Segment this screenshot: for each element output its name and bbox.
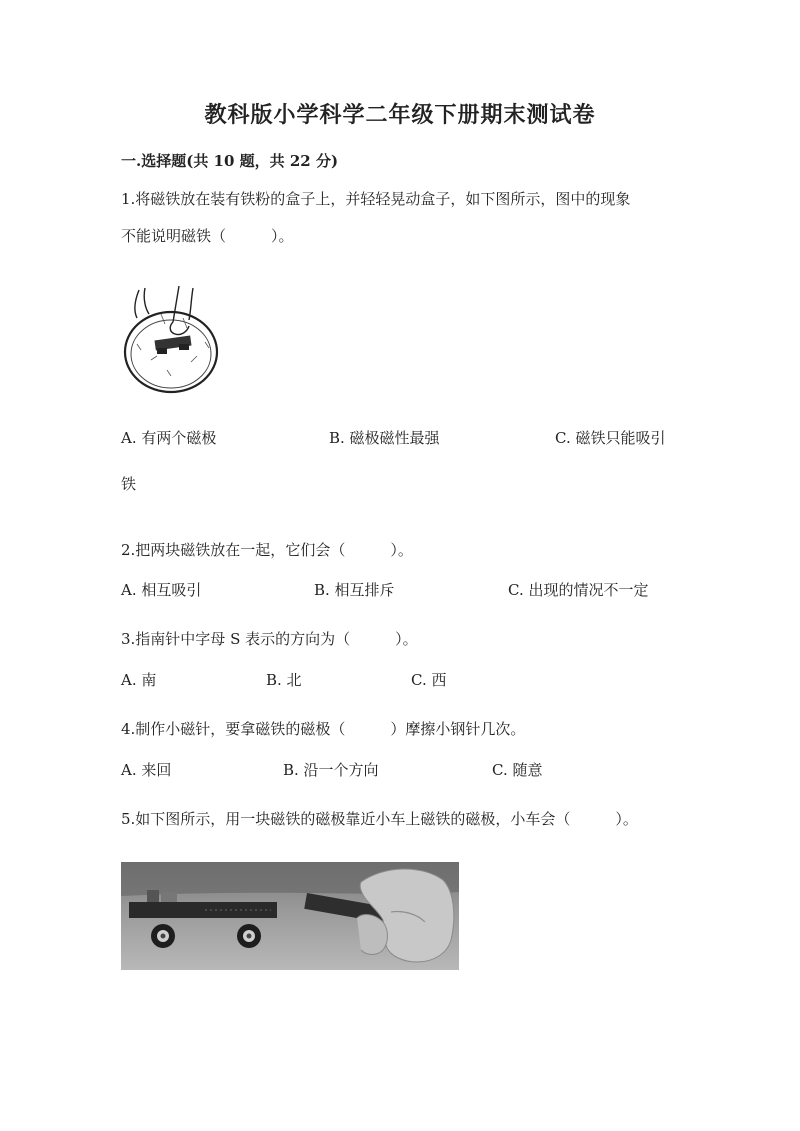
question-2-option-a: A. 相互吸引 xyxy=(121,581,202,599)
iron-filings-box-figure xyxy=(121,284,225,396)
question-3-option-b: B. 北 xyxy=(266,671,302,689)
question-2-option-c: C. 出现的情况不一定 xyxy=(508,581,649,599)
question-1-option-a: A. 有两个磁极 xyxy=(121,429,217,447)
question-2-option-b: B. 相互排斥 xyxy=(314,581,395,599)
question-1-line-1: 1.将磁铁放在装有铁粉的盒子上，并轻轻晃动盒子，如下图所示，图中的现象 xyxy=(121,190,631,208)
question-1-option-c-continued: 铁 xyxy=(121,475,137,493)
question-4-line-1: 4.制作小磁针，要拿磁铁的磁极（ ）摩擦小钢针几次。 xyxy=(121,720,526,738)
question-1-option-c: C. 磁铁只能吸引 xyxy=(555,429,666,447)
question-4-option-a: A. 来回 xyxy=(121,761,172,779)
question-4-option-b: B. 沿一个方向 xyxy=(283,761,379,779)
question-4-option-c: C. 随意 xyxy=(492,761,543,779)
page-title: 教科版小学科学二年级下册期末测试卷 xyxy=(204,102,596,128)
question-2-line-1: 2.把两块磁铁放在一起，它们会（ ）。 xyxy=(121,541,413,559)
question-1-line-2: 不能说明磁铁（ ）。 xyxy=(121,227,294,245)
section-heading: 一.选择题(共 10 题，共 22 分) xyxy=(121,152,339,170)
question-3-option-a: A. 南 xyxy=(121,671,157,689)
magnet-car-photo xyxy=(121,862,459,970)
question-5-line-1: 5.如下图所示，用一块磁铁的磁极靠近小车上磁铁的磁极，小车会（ ）。 xyxy=(121,810,638,828)
question-1-option-b: B. 磁极磁性最强 xyxy=(329,429,440,447)
question-3-option-c: C. 西 xyxy=(411,671,447,689)
question-3-line-1: 3.指南针中字母 S 表示的方向为（ ）。 xyxy=(121,630,418,648)
